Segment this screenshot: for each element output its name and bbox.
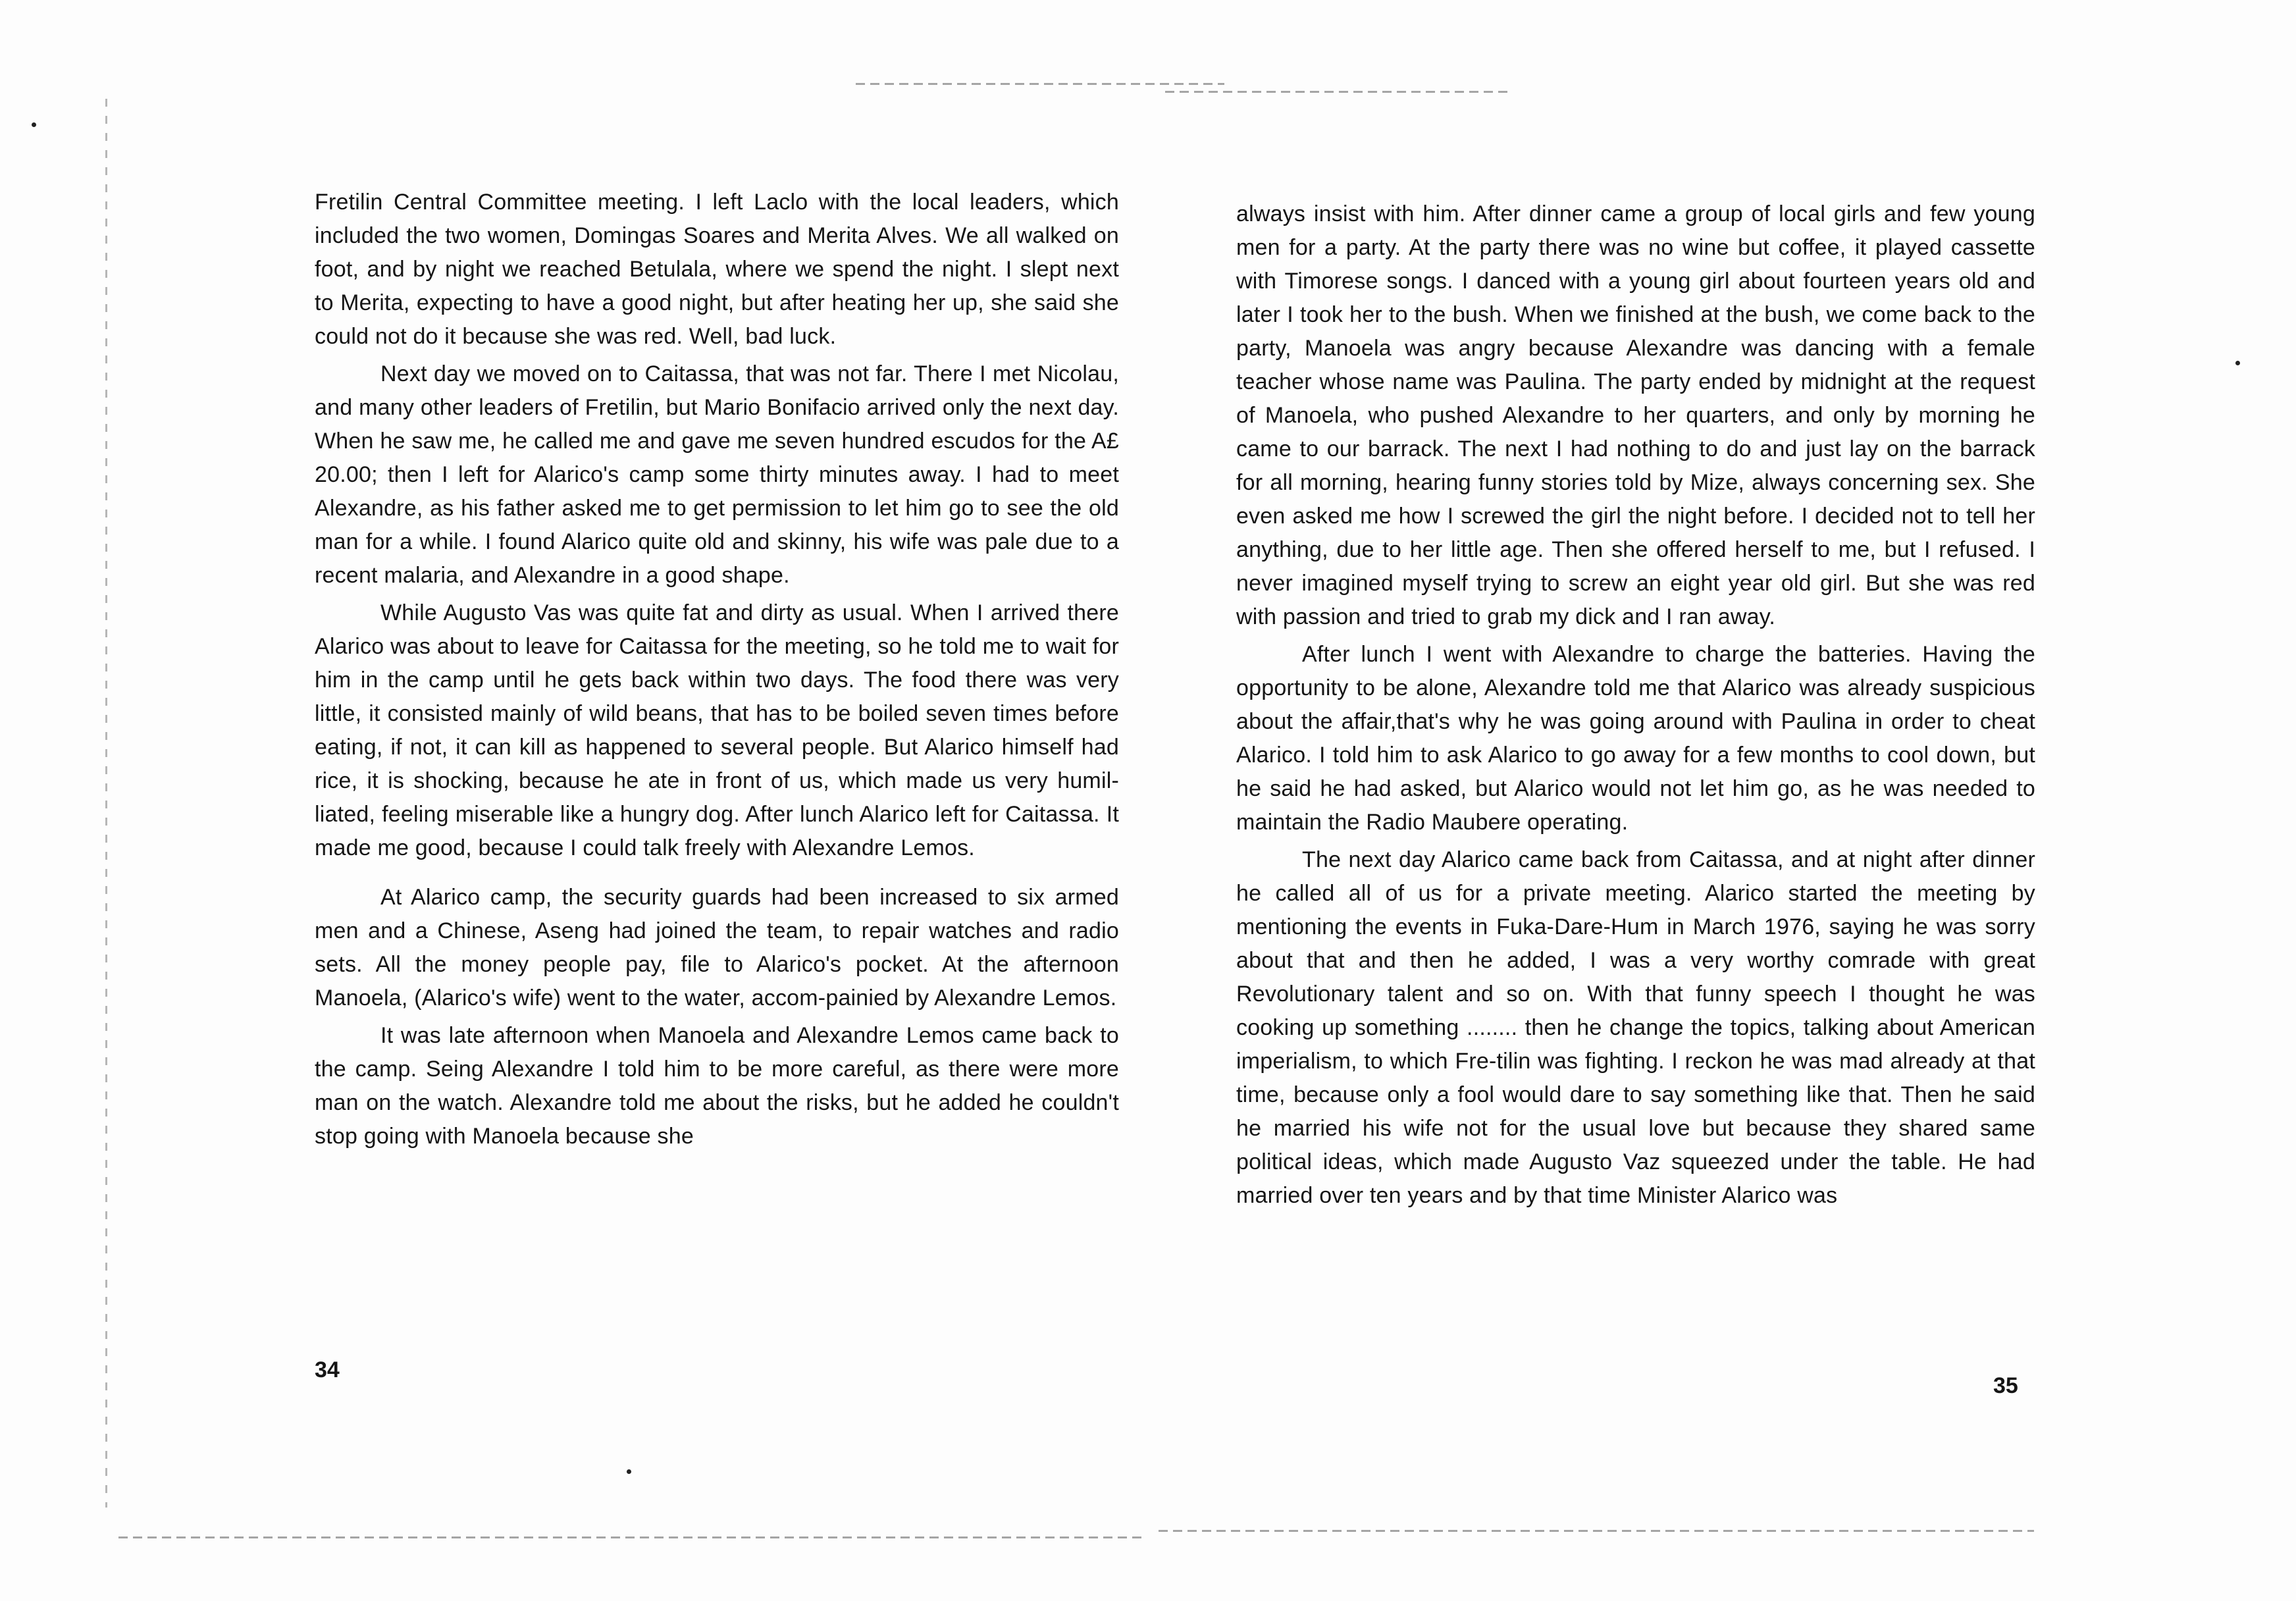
right-page	[1236, 197, 2035, 1217]
speck	[2235, 361, 2240, 365]
right-paragraph-2: After lunch I went with Alexandre to charge the batteries. Having the opportunity to be alone, Alexandre told me that Alarico was already suspicious about the affair,that's why he was going around with Paulina in order to cheat Alarico. I told him to ask Alarico to go away for a few months to cool down, but he said he had asked, but Alarico would not let him go, as he was needed to maintain the Radio Maubere operating.	[1236, 642, 2035, 835]
speck	[627, 1469, 631, 1474]
left-paragraph-3: While Augusto Vas was quite fat and dirty as usual. When I arrived there Alarico was about to leave for Caitassa for the meeting, so he told me to wait for him in the camp until he gets back within two days. The food there was very little, it consisted mainly of wild beans, that has to be boiled seven times before eating, if not, it can kill as happened to several people. But Alarico himself had rice, it is shocking, because he ate in front of us, which made us very humil-liated, feeling miserable like a hungry dog. After lunch Alarico left for Caitassa. It made me good, because I could talk freely with Alexandre Lemos.	[315, 600, 1119, 860]
scan-artifact-left-edge	[105, 99, 107, 1508]
scan-artifact-top	[856, 83, 1224, 85]
right-page-number: 35	[1993, 1373, 2018, 1398]
left-paragraph-5: It was late afternoon when Manoela and Alexandre Lemos came back to the camp. Seing Alexandre I told him to be more careful, as there were more man on the watch. Alexandre told me about the risks, but he added he couldn't stop going with Manoela because she	[315, 1023, 1119, 1149]
left-page-number: 34	[315, 1357, 340, 1382]
right-paragraph-3: The next day Alarico came back from Caitassa, and at night after dinner he called all of us for a private meeting. Alarico started the meeting by mentioning the events in Fuka-Dare-Hum in March 1976, saying he was sorry about that and then he added, I was a very worthy comrade with great Revolutionary talent and so on. With that funny speech I thought he was cooking up something ........ then he change the topics, talking about American imperialism, to which Fre-tilin was fighting. I reckon he was mad already at that time, because only a fool would dare to say something like that. Then he said he married his wife not for the usual love but because they shared same political ideas, which made Augusto Vaz squeezed under the table. He had married over ten years and by that time Minister Alarico was	[1236, 847, 2035, 1208]
speck	[32, 122, 36, 127]
scan-artifact-bottom-right	[1159, 1530, 2034, 1532]
right-paragraph-1: always insist with him. After dinner came a group of local girls and few young men for a party. At the party there was no wine but coffee, it played cassette with Timorese songs. I danced with a young girl about fourteen years old and later I took her to the bush. When we finished at the bush, we come back to the party, Manoela was angry because Alexandre was dancing with a female teacher whose name was Paulina. The party ended by midnight at the request of Manoela, who pushed Alexandre to her quarters, and only by morning he came to our barrack. The next I had nothing to do and just lay on the barrack for all morning, hearing funny stories told by Mize, always concerning sex. She even asked me how I screwed the girl the night before. I decided not to tell her anything, due to her little age. Then she offered herself to me, but I refused. I never imagined myself trying to screw an eight year old girl. But she was red with passion and tried to grab my dick and I ran away.	[1236, 201, 2035, 629]
scan-artifact-top-right	[1165, 91, 1507, 93]
left-paragraph-4: At Alarico camp, the security guards had been increased to six armed men and a Chinese, Aseng had joined the team, to repair watches and radio sets. All the money people pay, file to Alarico's pocket. At the afternoon Manoela, (Alarico's wife) went to the water, accom-painied by Alexandre Lemos.	[315, 885, 1119, 1010]
left-paragraph-1: Fretilin Central Committee meeting. I left Laclo with the local leaders, which included the two women, Domingas Soares and Merita Alves. We all walked on foot, and by night we reached Betulala, where we spend the night. I slept next to Merita, expecting to have a good night, but after heating her up, she said she could not do it because she was red. Well, bad luck.	[315, 190, 1119, 349]
scan-artifact-bottom	[118, 1536, 1145, 1538]
left-page	[315, 186, 1119, 1157]
left-paragraph-2: Next day we moved on to Caitassa, that was not far. There I met Nicolau, and many other leaders of Fretilin, but Mario Bonifacio arrived only the next day. When he saw me, he called me and gave me seven hundred escudos for the A£ 20.00; then I left for Alarico's camp some thirty minutes away. I had to meet Alexandre, as his father asked me to get permission to let him go to see the old man for a while. I found Alarico quite old and skinny, his wife was pale due to a recent malaria, and Alexandre in a good shape.	[315, 361, 1119, 588]
